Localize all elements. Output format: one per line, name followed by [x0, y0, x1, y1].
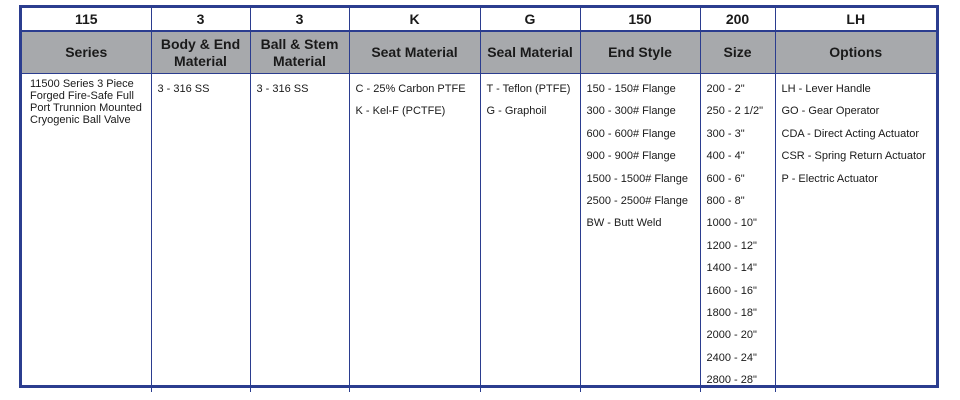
end-style-option: 150 - 150# Flange [586, 83, 676, 95]
seal-material-list [481, 78, 580, 123]
size-option: 800 - 8" [706, 195, 745, 208]
seat-material-option: C - 25% Carbon PTFE [355, 83, 466, 95]
cell-end-style [580, 74, 700, 392]
series-description: 11500 Series 3 Piece Forged Fire-Safe Full Port Trunnion Mounted Cryogenic Ball Valve [30, 78, 142, 126]
ball-stem-material-option: 3 - 316 SS [256, 83, 309, 95]
options-option: CDA - Direct Acting Actuator [781, 127, 920, 140]
cell-seal-material [480, 74, 580, 392]
cell-series [22, 74, 151, 392]
code-end-style: 150 [580, 8, 700, 31]
end-style-option: BW - Butt Weld [586, 217, 662, 230]
size-option: 600 - 6" [706, 172, 745, 185]
end-style-option: 300 - 300# Flange [586, 105, 676, 118]
cell-seat-material [349, 74, 480, 392]
options-option: CSR - Spring Return Actuator [781, 150, 926, 163]
code-row [22, 8, 936, 31]
cell-ball-stem-material [250, 74, 349, 392]
size-list [701, 78, 775, 392]
end-style-option: 600 - 600# Flange [586, 127, 676, 140]
header-end-style: End Style [580, 31, 700, 74]
seal-material-option: G - Graphoil [486, 105, 547, 118]
body-end-material-option: 3 - 316 SS [157, 83, 210, 95]
header-size: Size [700, 31, 775, 74]
code-seat-material: K [349, 8, 480, 31]
header-ball-stem-material: Ball & Stem Material [250, 31, 349, 74]
code-body-end-material: 3 [151, 8, 250, 31]
end-style-list [581, 78, 700, 235]
header-options: Options [775, 31, 936, 74]
size-option: 2800 - 28" [706, 374, 757, 387]
options-list [776, 78, 937, 190]
seal-material-option: T - Teflon (PTFE) [486, 83, 571, 95]
size-option: 200 - 2" [706, 83, 745, 95]
body-end-material-list [152, 78, 250, 100]
header-seal-material: Seal Material [480, 31, 580, 74]
end-style-option: 900 - 900# Flange [586, 150, 676, 163]
options-option: LH - Lever Handle [781, 83, 871, 95]
end-style-option: 2500 - 2500# Flange [586, 195, 689, 208]
cell-options [775, 74, 936, 392]
header-series: Series [22, 31, 151, 74]
code-seal-material: G [480, 8, 580, 31]
options-row [22, 74, 936, 392]
options-option: P - Electric Actuator [781, 172, 878, 185]
cell-size [700, 74, 775, 392]
code-ball-stem-material: 3 [250, 8, 349, 31]
size-option: 1400 - 14" [706, 262, 757, 275]
cell-body-end-material [151, 74, 250, 392]
ball-stem-material-list [251, 78, 349, 100]
ordering-code-table [22, 8, 936, 392]
size-option: 1000 - 10" [706, 217, 757, 230]
size-option: 250 - 2 1/2" [706, 105, 763, 118]
end-style-option: 1500 - 1500# Flange [586, 172, 689, 185]
seat-material-option: K - Kel-F (PCTFE) [355, 105, 446, 118]
size-option: 1200 - 12" [706, 239, 757, 252]
size-option: 300 - 3" [706, 127, 745, 140]
size-option: 400 - 4" [706, 150, 745, 163]
options-option: GO - Gear Operator [781, 105, 880, 118]
size-option: 2000 - 20" [706, 329, 757, 342]
code-series: 115 [22, 8, 151, 31]
size-option: 2400 - 24" [706, 351, 757, 364]
code-options: LH [775, 8, 936, 31]
header-body-end-material: Body & End Material [151, 31, 250, 74]
size-option: 1800 - 18" [706, 307, 757, 320]
ordering-table-frame [19, 5, 939, 388]
header-row [22, 31, 936, 74]
seat-material-list [350, 78, 480, 123]
header-seat-material: Seat Material [349, 31, 480, 74]
size-option: 1600 - 16" [706, 284, 757, 297]
code-size: 200 [700, 8, 775, 31]
